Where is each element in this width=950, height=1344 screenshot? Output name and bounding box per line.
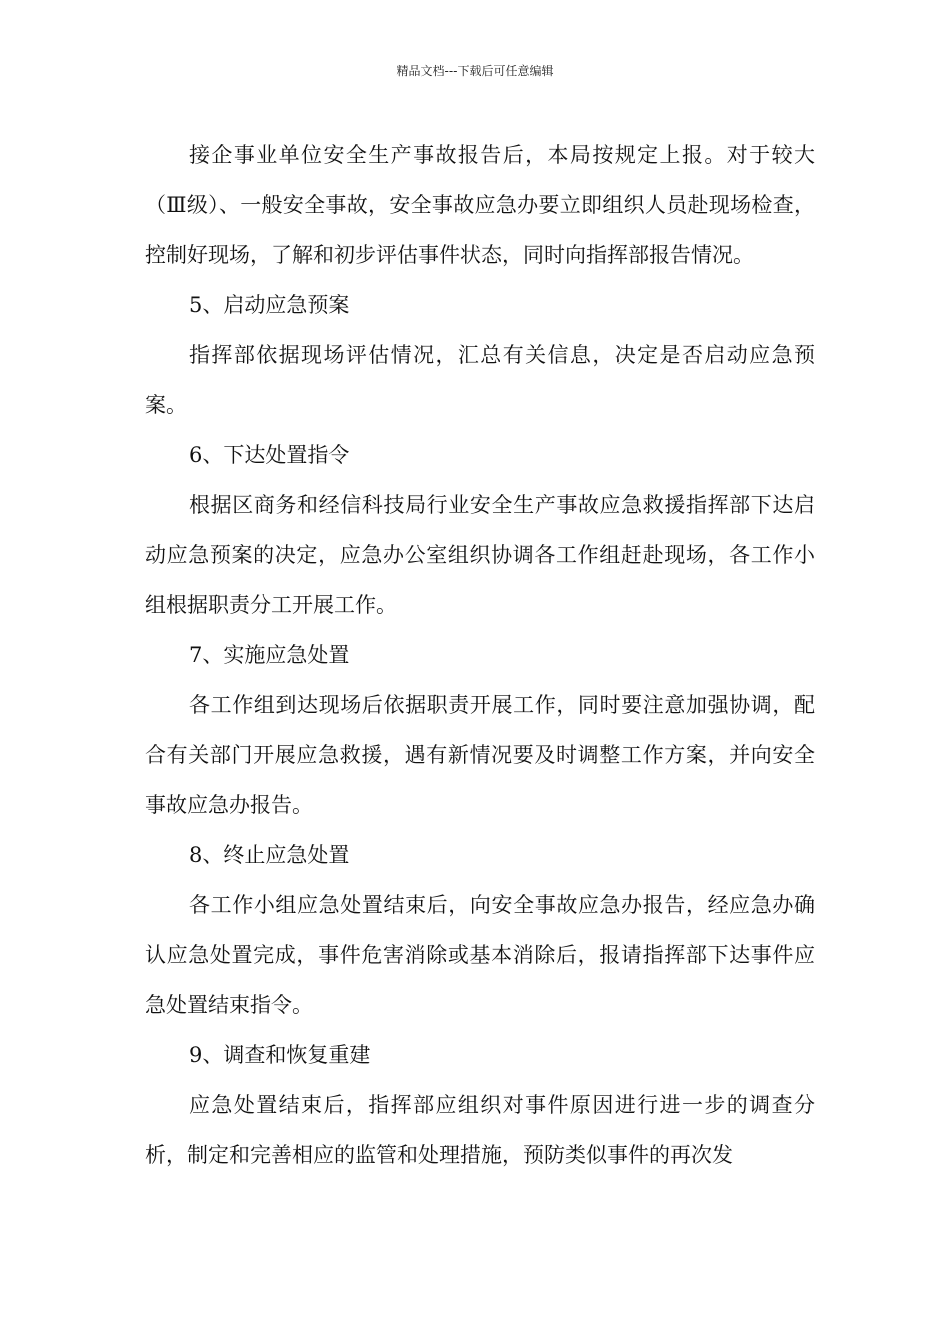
- section-heading-7: 7、实施应急处置: [189, 643, 350, 667]
- paragraph-issue-orders: 根据区商务和经信科技局行业安全生产事故应急救援指挥部下达启动应急预案的决定，应急办公室组织协调各工作组赶赴现场，各工作小组根据职责分工开展工作。: [145, 493, 815, 617]
- section-heading-6: 6、下达处置指令: [189, 443, 350, 467]
- section-heading-8: 8、终止应急处置: [189, 843, 350, 867]
- paragraph-implement-response: 各工作组到达现场后依据职责开展工作，同时要注意加强协调，配合有关部门开展应急救援，遇有新情况要及时调整工作方案，并向安全事故应急办报告。: [145, 693, 815, 817]
- paragraph-terminate-response: 各工作小组应急处置结束后，向安全事故应急办报告，经应急办确认应急处置完成，事件危害消除或基本消除后，报请指挥部下达事件应急处置结束指令。: [145, 893, 815, 1017]
- document-body: [145, 130, 815, 1180]
- paragraph-accident-report: 接企事业单位安全生产事故报告后，本局按规定上报。对于较大（Ⅲ级）、一般安全事故，安全事故应急办要立即组织人员赴现场检查，控制好现场，了解和初步评估事件状态，同时向指挥部报告情况。: [145, 143, 815, 267]
- section-heading-5: 5、启动应急预案: [189, 293, 350, 317]
- page-header: 精品文档---下载后可任意编辑: [396, 64, 554, 78]
- paragraph-investigation: 应急处置结束后，指挥部应组织对事件原因进行进一步的调查分析，制定和完善相应的监管和处理措施，预防类似事件的再次发: [145, 1093, 815, 1167]
- section-heading-9: 9、调查和恢复重建: [189, 1043, 371, 1067]
- paragraph-activate-plan: 指挥部依据现场评估情况，汇总有关信息，决定是否启动应急预案。: [145, 343, 815, 417]
